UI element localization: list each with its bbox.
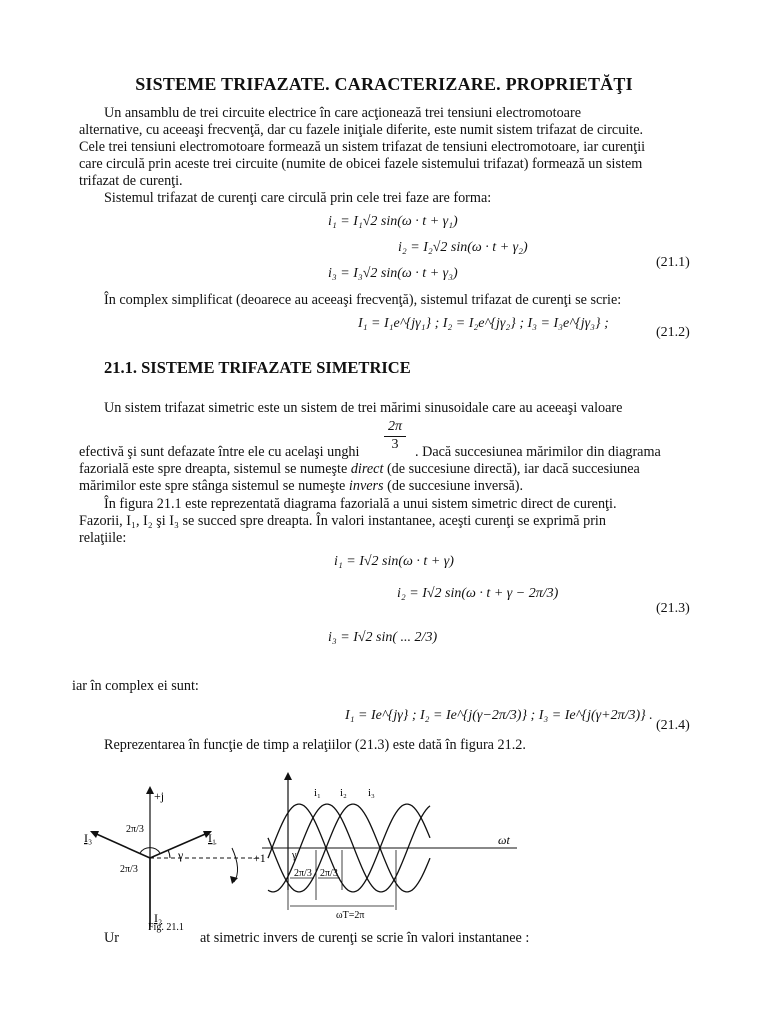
- equation-i1: i₁ = I₁√2 sin(ω · t + γ₁): [328, 214, 458, 229]
- paragraph-line: [79, 478, 523, 495]
- paragraph-line: care circulă prin aceste trei circuite (numite de obicei fazele sistemului trifazat) formează un sistem: [79, 156, 643, 172]
- paragraph-line: În complex simplificat (deoarece au aceeaşi frecvenţă), sistemul trifazat de curenţi se scrie:: [104, 292, 622, 308]
- angle-label-left: 2π/3: [120, 864, 138, 875]
- figure-phasor-diagram: [70, 780, 270, 940]
- angle-label-top: 2π/3: [126, 824, 144, 835]
- paragraph-line: efectivă şi sunt defazate între ele cu acelaşi unghi: [79, 444, 360, 460]
- paragraph-line: Cele trei tensiuni electromotoare formează un sistem trifazat de tensiuni electromotoare, iar curenţii: [79, 139, 646, 155]
- paragraph-line: . Dacă succesiunea mărimilor din diagrama: [415, 444, 661, 460]
- phasor-I3-label: I₃: [84, 831, 93, 845]
- paragraph-line: trifazat de curenţi.: [79, 173, 183, 189]
- equation-label: (21.3): [656, 601, 690, 616]
- paragraph-line: alternative, cu aceeaşi frecvenţă, dar cu fazele iniţiale diferite, este numit sistem trifazat de circuite.: [79, 122, 644, 138]
- axis-plus-1-label: +1: [253, 851, 266, 865]
- equation-label: (21.1): [656, 255, 690, 270]
- paragraph-line: Un sistem trifazat simetric este un sistem de trei mărimi sinusoidale care au aceeaşi valoare: [104, 400, 623, 416]
- equation-complex-1: I₁ = I₁e^{jγ₁} ; I₂ = I₂e^{jγ₂} ; I₃ = I₃e^{jγ₃} ;: [358, 316, 609, 331]
- text-span: mărimilor este spre stânga sistemul se numeşte: [79, 478, 346, 494]
- paragraph-line: at simetric invers de curenţi se scrie în valori instantanee :: [200, 930, 530, 946]
- fraction-2pi-3: $\frac{2\pi}{3}$: [384, 419, 406, 453]
- interval-label-1: 2π/3: [294, 868, 312, 879]
- equation-i1-sym: i₁ = I√2 sin(ω · t + γ): [334, 554, 454, 569]
- paragraph-line: iar în complex ei sunt:: [72, 678, 199, 694]
- phasor-I3: [92, 832, 150, 858]
- equation-i2: i₂ = I₂√2 sin(ω · t + γ₂): [398, 240, 528, 255]
- axis-arrow-icon: [146, 786, 154, 794]
- paragraph-line: Ur: [104, 930, 119, 946]
- paragraph-line: În figura 21.1 este reprezentată diagrama fazorială a unui sistem simetric direct de curenţi.: [104, 496, 617, 512]
- axis-label-omega-t: ωt: [498, 833, 510, 847]
- period-label: ωT=2π: [336, 910, 365, 920]
- interval-label-2: 2π/3: [320, 868, 338, 879]
- equation-i3-sym: i₃ = I√2 sin( ... 2/3): [328, 630, 438, 645]
- phasor-I1-label: I₁: [208, 831, 217, 845]
- emphasis-direct: direct: [350, 461, 384, 477]
- text-span: fazorială este spre dreapta, sistemul se numeşte: [79, 461, 348, 477]
- gamma-label: γ: [178, 848, 184, 862]
- curve-label-i2: i₂: [340, 787, 347, 799]
- curve-label-i1: i₁: [314, 787, 321, 799]
- text-span: (de succesiune directă), iar dacă succesiunea: [386, 461, 640, 477]
- paragraph-line: [79, 461, 640, 478]
- paragraph-line: Fazorii, I₁, I₂ şi I₃ se succed spre dreapta. În valori instantanee, aceşti curenţi se exprimă prin: [79, 513, 606, 529]
- paragraph-line: relaţiile:: [79, 530, 127, 546]
- equation-label: (21.4): [656, 718, 690, 733]
- curve-label-i3: i₃: [368, 787, 375, 799]
- gamma-arc: [168, 850, 170, 858]
- phasor-I2-label: I₂: [154, 911, 163, 925]
- page-title: SISTEME TRIFAZATE. CARACTERIZARE. PROPRIETĂŢI: [135, 74, 633, 94]
- gamma-label: γ: [292, 850, 297, 861]
- paragraph-line: Un ansamblu de trei circuite electrice în care acţionează trei tensiuni electromotoare: [104, 105, 582, 121]
- emphasis-invers: invers: [348, 478, 384, 494]
- equation-i2-sym: i₂ = I√2 sin(ω · t + γ − 2π/3): [397, 586, 559, 601]
- figure-caption: Fig. 21.1: [148, 922, 184, 933]
- paragraph-line: Reprezentarea în funcţie de timp a relaţiilor (21.3) este dată în figura 21.2.: [104, 737, 526, 753]
- equation-complex-sym: I₁ = Ie^{jγ} ; I₂ = Ie^{j(γ−2π/3)} ; I₃ = Ie^{j(γ+2π/3)} .: [345, 708, 653, 723]
- axis-plus-j-label: +j: [154, 789, 165, 803]
- section-heading: 21.1. SISTEME TRIFAZATE SIMETRICE: [104, 358, 411, 377]
- text-span: (de succesiune inversă).: [387, 478, 524, 494]
- paragraph-line: Sistemul trifazat de curenţi care circulă prin cele trei faze are forma:: [104, 190, 492, 206]
- equation-label: (21.2): [656, 325, 690, 340]
- equation-i3: i₃ = I₃√2 sin(ω · t + γ₃): [328, 266, 458, 281]
- figure-waveforms: [262, 770, 522, 920]
- axis-arrow-icon: [284, 772, 292, 780]
